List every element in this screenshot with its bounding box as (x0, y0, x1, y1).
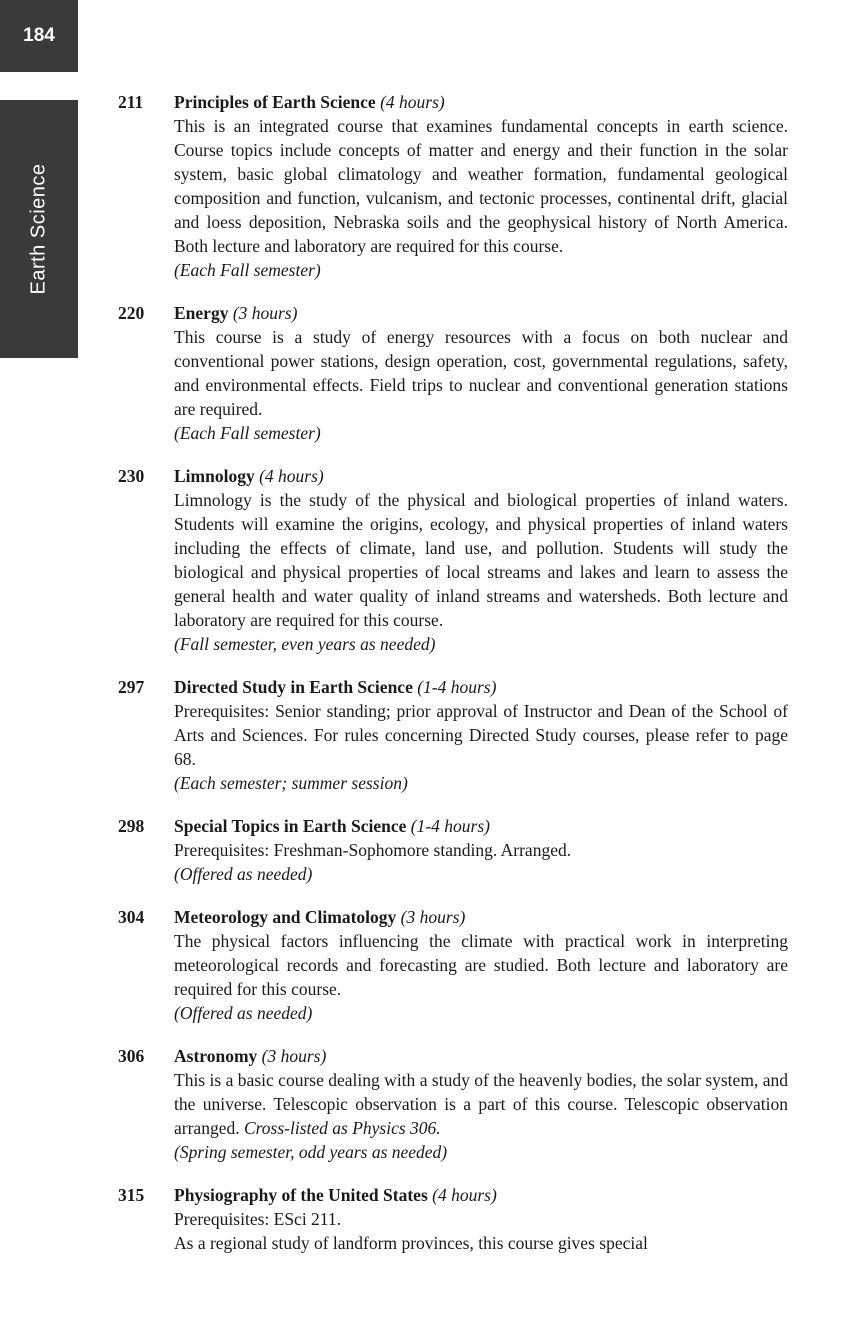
course-title: Principles of Earth Science (174, 92, 376, 112)
course-number: 306 (118, 1046, 145, 1066)
course-number: 220 (118, 303, 145, 323)
course-schedule: (Offered as needed) (174, 864, 313, 884)
course-hours: (3 hours) (261, 1046, 327, 1066)
course-description: This is an integrated course that examines fundamental concepts in earth science. Course topics include concepts of matter and energy and their function in the solar system, basic global climatology and weather formation, fundamental geological composition and function, vulcanism, and tectonic processes, continental drift, glacial and loess deposition, Nebraska soils and the geophysical history of North America. Both lecture and laboratory are required for this course. (174, 116, 788, 256)
course-heading (174, 301, 788, 325)
course-entry (118, 90, 788, 282)
page-number: 184 (0, 0, 78, 72)
course-number: 315 (118, 1185, 145, 1205)
course-number: 304 (118, 907, 145, 927)
course-title: Special Topics in Earth Science (174, 816, 407, 836)
course-entry (118, 301, 788, 445)
course-title: Astronomy (174, 1046, 258, 1066)
course-title: Limnology (174, 466, 255, 486)
section-tab (0, 100, 78, 358)
course-description: Prerequisites: Senior standing; prior approval of Instructor and Dean of the School of Arts and Sciences. For rules concerning Directed Study courses, please refer to page 68. (174, 701, 788, 769)
course-hours: (4 hours) (432, 1185, 497, 1205)
course-hours: (3 hours) (232, 303, 298, 323)
course-hours: (3 hours) (400, 907, 466, 927)
course-list (118, 90, 788, 1274)
course-description: This course is a study of energy resources with a focus on both nuclear and conventional power stations, design operation, cost, governmental regulations, safety, and environmental effects. Field trips to nuclear and conventional generation stations are required. (174, 327, 788, 419)
course-heading (174, 1183, 788, 1207)
course-description: Limnology is the study of the physical and biological properties of inland waters. Students will examine the origins, ecology, and physical properties of inland waters including the effects of climate, land use, and pollution. Students will study the biological and physical properties of local streams and lakes and learn to assess the general health and water quality of inland streams and watersheds. Both lecture and laboratory are required for this course. (174, 490, 788, 630)
course-schedule: (Offered as needed) (174, 1003, 313, 1023)
course-number: 230 (118, 466, 145, 486)
course-hours: (4 hours) (259, 466, 324, 486)
course-number: 297 (118, 677, 145, 697)
course-entry (118, 464, 788, 656)
course-description: As a regional study of landform provinces, this course gives special (174, 1233, 648, 1253)
course-heading (174, 90, 788, 114)
course-crosslist: Cross-listed as Physics 306. (243, 1118, 441, 1138)
course-entry (118, 905, 788, 1025)
course-prerequisites: Prerequisites: ESci 211. (174, 1209, 342, 1229)
course-title: Energy (174, 303, 229, 323)
course-title: Physiography of the United States (174, 1185, 428, 1205)
course-schedule: (Each Fall semester) (174, 260, 321, 280)
section-label: Earth Science (27, 163, 50, 295)
course-schedule: (Fall semester, even years as needed) (174, 634, 436, 654)
course-heading (174, 905, 788, 929)
course-schedule: (Each Fall semester) (174, 423, 321, 443)
course-title: Meteorology and Climatology (174, 907, 397, 927)
course-heading (174, 464, 788, 488)
course-entry (118, 1044, 788, 1164)
course-heading (174, 675, 788, 699)
course-description (174, 1068, 788, 1140)
course-hours: (1-4 hours) (410, 816, 490, 836)
course-number: 211 (118, 92, 144, 112)
course-schedule: (Spring semester, odd years as needed) (174, 1142, 448, 1162)
course-number: 298 (118, 816, 145, 836)
course-description-text: This is a basic course dealing with a study of the heavenly bodies, the solar system, and the universe. Telescopic observation is a part of this course. Telescopic observation arranged. (174, 1070, 788, 1138)
course-title: Directed Study in Earth Science (174, 677, 413, 697)
course-heading (174, 814, 788, 838)
course-hours: (1-4 hours) (417, 677, 497, 697)
course-entry (118, 814, 788, 886)
course-hours: (4 hours) (380, 92, 445, 112)
course-entry (118, 675, 788, 795)
course-entry (118, 1183, 788, 1255)
course-description: Prerequisites: Freshman-Sophomore standing. Arranged. (174, 840, 572, 860)
course-schedule: (Each semester; summer session) (174, 773, 408, 793)
course-description: The physical factors influencing the climate with practical work in interpreting meteorological records and forecasting are studied. Both lecture and laboratory are required for this course. (174, 931, 788, 999)
course-heading (174, 1044, 788, 1068)
